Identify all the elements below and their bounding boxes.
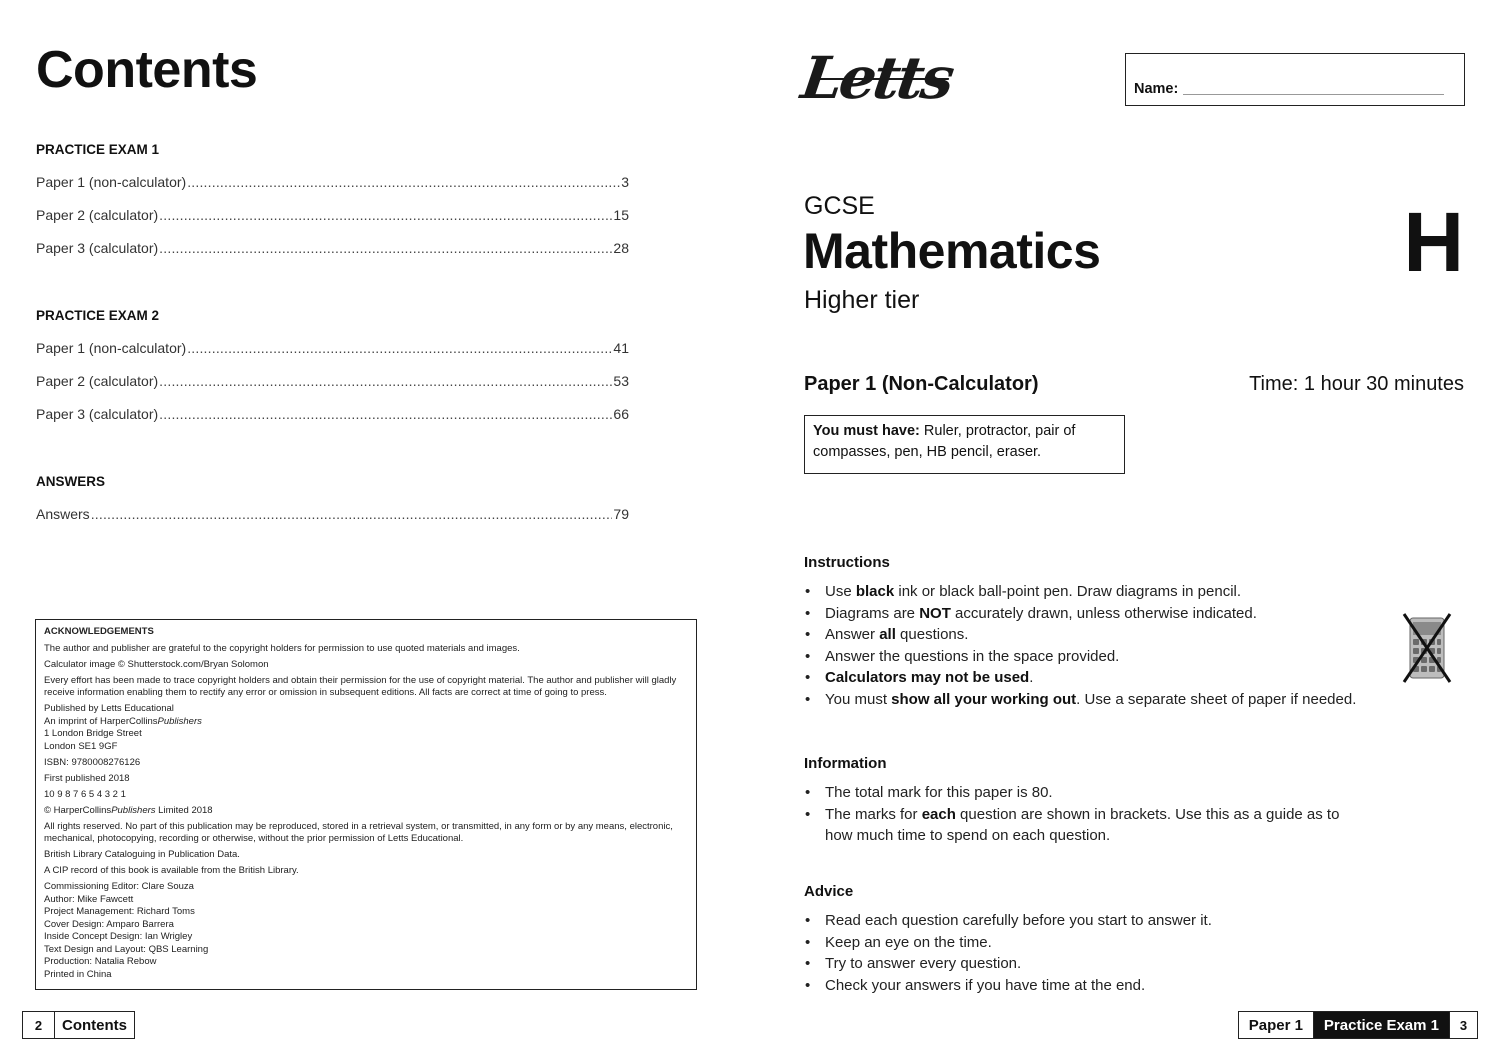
must-have-label: You must have: xyxy=(813,423,920,439)
toc-section-exam-1 xyxy=(36,140,629,265)
toc-entry-page: 79 xyxy=(613,506,629,522)
name-box xyxy=(1125,53,1465,106)
ack-text: The author and publisher are grateful to the copyright holders for permission to use quoted materials and images. xyxy=(44,642,520,654)
qualification: GCSE xyxy=(804,192,875,220)
instructions-heading: Instructions xyxy=(804,554,890,571)
toc-entry-page: 66 xyxy=(613,406,629,422)
list-item: • The total mark for this paper is 80. xyxy=(804,782,1364,804)
publisher-line: Published by Letts Educational xyxy=(44,703,174,714)
publisher-line-italic: Publishers xyxy=(157,715,202,727)
toc-entry[interactable] xyxy=(36,498,629,531)
toc-leader-dots xyxy=(159,398,612,431)
ack-text: British Library Cataloguing in Publication Data. xyxy=(44,849,240,860)
isbn: ISBN: 9780008276126 xyxy=(44,756,141,768)
publisher-line: London SE1 9GF xyxy=(44,740,118,752)
publisher-line: 1 London Bridge Street xyxy=(44,728,142,739)
toc-entry-label: Paper 2 (calculator) xyxy=(36,373,159,389)
toc-leader-dots xyxy=(91,498,613,531)
copyright-text: © HarperCollins xyxy=(44,804,112,816)
list-item: • Read each question carefully before you start to answer it. xyxy=(804,910,1384,932)
toc-leader-dots xyxy=(187,332,612,365)
first-published: First published 2018 xyxy=(44,772,130,784)
time-allowed: Time: 1 hour 30 minutes xyxy=(1249,373,1464,395)
acknowledgements-heading: ACKNOWLEDGEMENTS xyxy=(44,626,154,637)
letts-logo: Letts xyxy=(797,44,956,112)
credits-block xyxy=(44,881,688,981)
must-have-text: Ruler, protractor, pair of compasses, pen, HB pencil, eraser. xyxy=(813,423,1076,460)
footer-exam-label: Practice Exam 1 xyxy=(1314,1012,1449,1038)
toc-leader-dots xyxy=(159,199,612,232)
toc-entry[interactable] xyxy=(36,166,629,199)
name-label: Name: xyxy=(1134,81,1179,97)
credit-line: Cover Design: Amparo Barrera xyxy=(44,918,174,930)
credit-line: Project Management: Richard Toms xyxy=(44,906,195,917)
page-number: 2 xyxy=(23,1012,55,1038)
toc-leader-dots xyxy=(159,232,612,265)
tier-letter: H xyxy=(1403,195,1464,289)
toc-entry[interactable] xyxy=(36,332,629,365)
contents-title: Contents xyxy=(36,41,258,99)
list-item: • Check your answers if you have time at the end. xyxy=(804,975,1384,997)
ack-text: A CIP record of this book is available from the British Library. xyxy=(44,865,299,876)
toc-entry[interactable] xyxy=(36,232,629,265)
credit-line: Author: Mike Fawcett xyxy=(44,893,134,905)
list-item: • Answer all questions. xyxy=(804,624,1384,646)
toc-entry[interactable] xyxy=(36,199,629,232)
name-field[interactable] xyxy=(1183,94,1444,95)
publisher-block xyxy=(44,703,688,753)
list-item: • Use black ink or black ball-point pen. Draw diagrams in pencil. xyxy=(804,581,1384,603)
list-item: • The marks for each question are shown in brackets. Use this as a guide as to how much time to spend on each question. xyxy=(804,804,1364,847)
list-item: • Diagrams are NOT accurately drawn, unless otherwise indicated. xyxy=(804,603,1384,625)
toc-leader-dots xyxy=(159,365,612,398)
toc-entry-label: Paper 1 (non-calculator) xyxy=(36,174,187,190)
rights-text: All rights reserved. No part of this publication may be reproduced, stored in a retrieval system, or transmitted, in any form or by any means, electronic, mechanical, photocopying, recording or otherwise, without the prior permission of Letts Educational. xyxy=(44,820,673,844)
tier-label: Higher tier xyxy=(804,286,920,314)
copyright-line xyxy=(44,805,688,818)
credit-line: Commissioning Editor: Clare Souza xyxy=(44,881,194,892)
acknowledgements-box xyxy=(35,619,697,990)
list-item: • You must show all your working out. Use a separate sheet of paper if needed. xyxy=(804,689,1384,711)
page-footer-right xyxy=(1238,1011,1478,1039)
credit-line: Production: Natalia Rebow xyxy=(44,956,157,967)
toc-heading: PRACTICE EXAM 1 xyxy=(36,142,160,157)
information-list xyxy=(804,782,1364,847)
toc-entry-page: 53 xyxy=(613,373,629,389)
toc-leader-dots xyxy=(187,166,620,199)
toc-section-exam-2 xyxy=(36,306,629,431)
list-item: • Answer the questions in the space provided. xyxy=(804,646,1384,668)
toc-entry[interactable] xyxy=(36,398,629,431)
ack-text: Calculator image © Shutterstock.com/Bryan Solomon xyxy=(44,658,269,670)
toc-entry[interactable] xyxy=(36,365,629,398)
page-number: 3 xyxy=(1449,1012,1477,1038)
toc-entry-page: 15 xyxy=(613,207,629,223)
subject-title: Mathematics xyxy=(803,223,1101,279)
advice-heading: Advice xyxy=(804,883,854,900)
toc-entry-page: 41 xyxy=(613,340,629,356)
toc-heading: PRACTICE EXAM 2 xyxy=(36,308,160,323)
credit-line: Inside Concept Design: Ian Wrigley xyxy=(44,931,193,942)
advice-list xyxy=(804,910,1384,996)
copyright-text-italic: Publishers xyxy=(111,804,156,816)
toc-entry-page: 28 xyxy=(613,240,629,256)
toc-section-answers xyxy=(36,472,629,531)
list-item: • Calculators may not be used. xyxy=(804,667,1384,689)
ack-text: Every effort has been made to trace copyright holders and obtain their permission for the use of copyright material. The author and publisher will gladly receive information enabling them to rectify any error or omission in subsequent editions. All facts are correct at time of going to press. xyxy=(44,674,677,698)
toc-entry-label: Paper 2 (calculator) xyxy=(36,207,159,223)
toc-entry-page: 3 xyxy=(621,174,629,190)
toc-entry-label: Paper 3 (calculator) xyxy=(36,240,159,256)
credit-line: Text Design and Layout: QBS Learning xyxy=(44,943,209,955)
information-heading: Information xyxy=(804,755,887,772)
no-calculator-icon xyxy=(1400,612,1454,684)
publisher-line: An imprint of HarperCollins xyxy=(44,715,158,727)
toc-entry-label: Paper 1 (non-calculator) xyxy=(36,340,187,356)
toc-heading: ANSWERS xyxy=(36,474,106,489)
instructions-list xyxy=(804,581,1384,710)
list-item: • Try to answer every question. xyxy=(804,953,1384,975)
credit-line: Printed in China xyxy=(44,968,112,980)
copyright-text: Limited 2018 xyxy=(155,804,213,816)
toc-entry-label: Paper 3 (calculator) xyxy=(36,406,159,422)
impression-line: 10 9 8 7 6 5 4 3 2 1 xyxy=(44,788,126,800)
list-item: • Keep an eye on the time. xyxy=(804,932,1384,954)
paper-title: Paper 1 (Non-Calculator) xyxy=(804,373,1039,395)
footer-paper-label: Paper 1 xyxy=(1239,1012,1314,1038)
right-page xyxy=(750,0,1500,1061)
footer-section-label: Contents xyxy=(62,1016,127,1034)
toc-entry-label: Answers xyxy=(36,506,90,522)
page-footer-left xyxy=(22,1011,135,1039)
must-have-box xyxy=(804,415,1125,474)
